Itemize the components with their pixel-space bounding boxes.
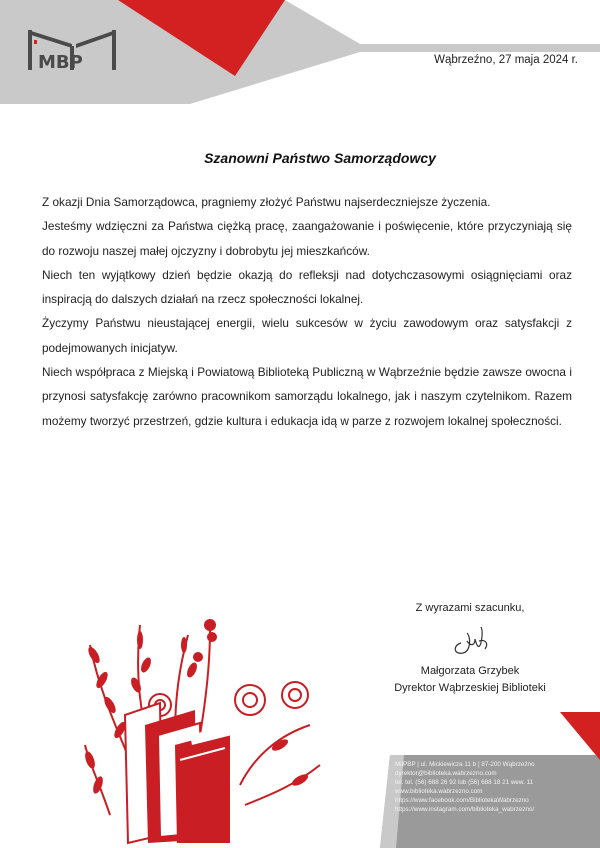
footer-email-link[interactable]: dyrektor@biblioteka.wabrzezno.com [395, 770, 497, 777]
logo-lettering: MBP [38, 52, 83, 73]
footer-website-link[interactable]: www.biblioteka.wabrzezno.com [395, 788, 483, 795]
library-logo [24, 24, 124, 74]
books-flowers-illustration [80, 585, 340, 845]
letter-body [42, 190, 572, 433]
signer-name: Małgorzata Grzybek [420, 665, 520, 677]
closing-phrase: Z wyrazami szacunku, [415, 602, 525, 614]
footer-address: MiiPBP | ul. Mickiewicza 11 b | 87-200 Wąbrzeźno [395, 761, 535, 768]
closing-block [360, 600, 580, 697]
footer-red-triangle [560, 712, 600, 760]
paragraph-4: Życzymy Państwu nieustającej energii, wielu sukcesów w życiu zawodowym oraz satysfakcji z podejmowanych inicjatyw. [42, 316, 572, 355]
footer-instagram-link[interactable]: https://www.instagram.com/biblioteka_wabrzezno/ [395, 806, 535, 813]
footer-phone: tel. tel. (56) 688 26 92 lub (56) 688 18 21 wew. 11 [395, 779, 534, 786]
letter-date: Wąbrzeźno, 27 maja 2024 r. [434, 54, 578, 66]
paragraph-5: Niech współpraca z Miejską i Powiatową Biblioteką Publiczną w Wąbrzeźnie będzie zawsze owocna i przynosi satysfakcję zarówno pracownikom samorządu lokalnego, jak i naszym czytelnikom. Razem możemy tworzyć przestrzeń, gdzie kultura i edukacja idą w parze z rozwojem lokalnej społeczności. [42, 365, 572, 428]
paragraph-1: Z okazji Dnia Samorządowca, pragniemy złożyć Państwu najserdeczniejsze życzenia. [42, 195, 491, 209]
paragraph-3: Niech ten wyjątkowy dzień będzie okazją do refleksji nad dotychczasowymi osiągnięciami oraz inspiracją do dalszych działań na rzecz społeczności lokalnej. [42, 267, 572, 307]
footer-contact [395, 760, 600, 814]
signer-title: Dyrektor Wąbrzeskiej Biblioteki [394, 682, 546, 694]
signature-image [445, 623, 495, 659]
paragraph-2: Jesteśmy wdzięczni za Państwa ciężką pracę, zaangażowanie i poświęcenie, które przyczyniają się do rozwoju naszej małej ojczyzny i dobrobytu jej mieszkańców. [42, 219, 572, 258]
footer-facebook-link[interactable]: https://www.facebook.com/BibliotekaWabrzezno [395, 797, 529, 804]
salutation: Szanowni Państwo Samorządowcy [204, 150, 436, 166]
